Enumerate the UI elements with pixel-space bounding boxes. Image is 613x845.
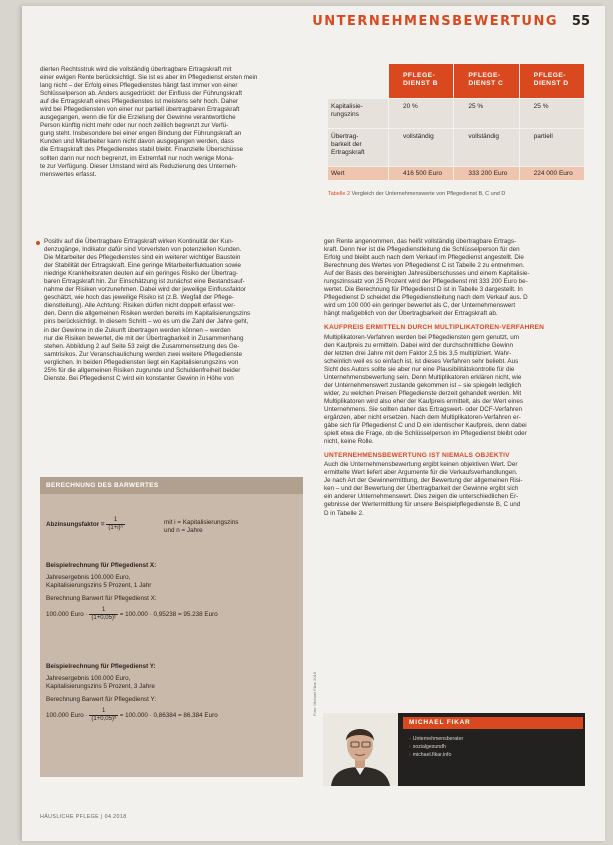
example-x xyxy=(46,562,218,622)
text-line: ken – und der Bewertung der Übertragbarkeit der Gewinne ergibt sich xyxy=(324,485,519,493)
right-paragraph-1 xyxy=(324,238,586,318)
table-row-total xyxy=(328,166,584,180)
text-line: kraft. Denn hier ist die Pflegedienstleitung die Schlüsselperson für den xyxy=(324,246,520,254)
text-line: Unternehmensbewertung sein. Denn Multiplikatoren erklären nicht, wie xyxy=(324,373,522,381)
author-info-line: sozialgesundh xyxy=(412,744,446,750)
arrow-icon: › xyxy=(409,744,411,750)
text-line: gung steht. Insbesondere bei einer engen Bindung der Führungskraft an xyxy=(40,130,242,138)
formula-definitions xyxy=(164,519,238,535)
text-line: Pflegedienst D scheidet die Pflegedienstleitung nach dem Verkauf aus. D xyxy=(324,294,528,302)
text-line: auf die Ertragskraft eines Pflegedienstes ist meistens sehr hoch. Daher xyxy=(40,98,239,106)
row-label: Übertrag- barkeit der Ertragskraft xyxy=(331,133,365,156)
text-line: D in Tabelle 2. xyxy=(324,509,364,517)
definition-line: mit i = Kapitalisierungszins xyxy=(164,519,239,526)
text-line: Multiplikatoren wird also eher der Kaufpreis ermittelt, als der Wert eines xyxy=(324,397,524,405)
text-line: gebnisse der Wertermittlung für unsere Beispielpflegedienste B, C und xyxy=(324,501,521,509)
example-calc: 100.000 Euro · $\frac{1}{\text{(1+0,05)¹}}$ = 100.000 · 0,95238 = 95.238 Euro xyxy=(46,607,218,621)
text-line: stehen. Abbildung 2 auf Seite 53 zeigt die Zusammensetzung des Ge- xyxy=(44,342,240,350)
table-cell: 25 % xyxy=(519,99,584,128)
left-column xyxy=(44,238,305,383)
right-paragraph-3 xyxy=(324,461,586,517)
text-line: einer ewigen Rente berücksichtigt. Sie ist es aber im Pflegedienst ersten mein xyxy=(40,74,258,82)
table-cell: 224 000 Euro xyxy=(519,167,584,180)
text-line: Berechnung des Wertes von Pflegedienst C ist Tabelle 2 zu entnehmen. xyxy=(324,262,525,270)
text-line: 25% für die allgemeinen Risiken zugrunde und Schuldenfreiheit beider xyxy=(44,366,241,374)
text-line: ausgegangen, wenn die für die Erzielung der Gewinne verantwortliche xyxy=(40,114,236,122)
author-info xyxy=(409,735,463,759)
intro-column xyxy=(40,66,305,179)
text-line: dierten Rechtsstruk wird die vollständig übertragbare Ertragskraft mit xyxy=(40,66,232,73)
section-title: UNTERNEHMENSBEWERTUNG xyxy=(312,14,558,29)
fraction: $\frac{1}{\text{(1+i)ⁿ}}$ xyxy=(108,517,123,531)
text-line: Positiv auf die Übertragbare Ertragskraft wirken Kontinuität der Kun- xyxy=(44,238,234,245)
example-line: Jahresergebnis 100.000 Euro, xyxy=(46,574,131,581)
text-line: Je nach Art der Gewinnermittlung, der Bewertung der allgemeinen Risi- xyxy=(324,477,523,485)
text-line: Dienste. Bei Pflegedienst C wird ein konstanter Gewinn in Höhe von xyxy=(44,374,234,382)
author-profile xyxy=(323,713,585,786)
example-title: Beispielrechnung für Pflegedienst X: xyxy=(46,562,157,569)
author-photo xyxy=(323,713,398,786)
example-title: Beispielrechnung für Pflegedienst Y: xyxy=(46,663,156,670)
table-header xyxy=(328,64,584,98)
text-line: der Stabilität der Ertragskraft. Eine geringe Mitarbeiterfluktuation sowie xyxy=(44,262,242,270)
text-line: nur die Risiken bewertet, die mit der Übertragbarkeit in Zusammenhang xyxy=(44,334,244,342)
table-cell: vollständig xyxy=(388,129,453,166)
text-line: samtrisikos. Zur Veranschaulichung werden zwei weitere Pflegedienste xyxy=(44,350,243,358)
text-line: den. Denn die allgemeinen Risiken werden bereits im Kapitalisierungszins xyxy=(44,310,251,318)
text-line: wertet. Die Berechnung für Pflegedienst D ist in Tabelle 3 dargestellt. In xyxy=(324,286,523,294)
table-header-cell: PFLEGE- DIENST D xyxy=(519,64,584,98)
text-line: Schlüsselperson ab. Anders ausgedrückt: der Einfluss der Führungskraft xyxy=(40,90,242,98)
text-line: niedrige Krankheitsraten deuten auf ein geringes Risiko der Übertrag- xyxy=(44,270,238,278)
text-line: ermittelte Wert liefert aber Argumente für die Verkaufsverhandlungen. xyxy=(324,469,518,477)
table-cell: 416 500 Euro xyxy=(388,167,453,180)
text-line: in der Gewinne in die Zukunft übertragen werden können – werden xyxy=(44,326,231,334)
text-line: wider, zu welchen Preisen Pflegedienste derzeit gehandelt werden. Mit xyxy=(324,389,522,397)
text-line: te zur Verfügung. Dieser Umstand wird als Reduzierung des Unterneh- xyxy=(40,162,238,170)
text-line: Auch die Unternehmensbewertung ergibt keinen objektiven Wert. Der xyxy=(324,461,518,469)
caption-text: Vergleich der Unternehmenswerte von Pflegedienst B, C und D xyxy=(351,191,506,197)
arrow-icon: › xyxy=(409,752,411,758)
text-line: spielt etwa die Frage, ob die Schlüsselperson im Pflegedienst bleibt oder xyxy=(324,430,527,438)
table-header-cell: PFLEGE- DIENST C xyxy=(453,64,518,98)
text-line: den Kaufpreis zu ermitteln. Dabei wird der durchschnittliche Gewinn xyxy=(324,341,513,349)
text-line: ein anderer Unternehmenswert. Dies zeigen die unterschiedlichen Er- xyxy=(324,493,519,501)
text-line: gen Rente angenommen, das heißt vollständig übertragbare Ertrags- xyxy=(324,238,517,245)
paragraph-bullet-icon xyxy=(36,241,40,245)
text-line: Multiplikatoren-Verfahren werden bei Pflegediensten gern genutzt, um xyxy=(324,333,519,341)
table-cell: 333 200 Euro xyxy=(453,167,518,180)
example-y xyxy=(46,663,218,723)
text-line: Kunden und Mitarbeiter kann nicht davon ausgegangen werden, dass xyxy=(40,138,234,146)
page-footer: HÄUSLICHE PFLEGE | 04.2018 xyxy=(40,814,127,820)
example-line: Kapitalisierungszins 5 Prozent, 3 Jahre xyxy=(46,683,155,690)
example-line: Jahresergebnis 100.000 Euro, xyxy=(46,675,131,682)
table-row xyxy=(328,128,584,166)
text-line: hängt maßgeblich von der Übertragbarkeit der Ertragskraft ab. xyxy=(324,310,498,318)
abzins-formula xyxy=(46,517,125,532)
comparison-table xyxy=(328,64,584,180)
text-line: die Ertragskraft des Pflegedienstes stabil bleibt. Finanzielle Überschüsse xyxy=(40,146,244,154)
text-line: lang nicht – der Erfolg eines Pflegedienstes hängt fast immer von einer xyxy=(40,82,238,90)
box-title: BERECHNUNG DES BARWERTES xyxy=(40,477,303,494)
text-line: rungszinssatz von 25 Prozent wird der Pflegedienst mit 333 200 Euro be- xyxy=(324,278,528,286)
text-line: Die Mitarbeiter des Pflegedienstes sind ein weiterer wichtiger Baustein xyxy=(44,254,241,262)
text-line: der Unternehmenswert zustande gekommen ist – sie spiegeln lediglich xyxy=(324,381,522,389)
example-line: Kapitalisierungszins 5 Prozent, 1 Jahr xyxy=(46,582,152,589)
table-row xyxy=(328,98,584,128)
text-line: Erfolg und bleibt auch nach dem Verkauf im Pflegedienst angestellt. Die xyxy=(324,254,524,262)
text-line: nicht, keine Rolle. xyxy=(324,438,374,446)
table-header-cell: PFLEGE- DIENST B xyxy=(388,64,453,98)
page-number: 55 xyxy=(571,14,590,29)
table-cell: partiell xyxy=(519,129,584,166)
text-line: wird bei Pflegediensten von einer nur partiell übertragbaren Ertragskraft xyxy=(40,106,240,114)
table-cell: vollständig xyxy=(453,129,518,166)
text-line: menswertes erfasst. xyxy=(40,170,97,178)
text-line: ergänzen, aber nicht ersetzen. Nach dem Multiplikatoren-Verfahren er- xyxy=(324,413,521,421)
right-column xyxy=(324,238,586,518)
text-line: Sicht des Autors sollte sie aber nur eine Plausibilitätskontrolle für die xyxy=(324,365,515,373)
text-line: dienstleitung). Alle Achtung: Risiken dürfen nicht doppelt erfasst wer- xyxy=(44,302,236,310)
abzins-label: Abzinsungsfaktor = xyxy=(46,521,105,529)
text-line: Unternehmens. Sie sollten daher das Ertragswert- oder DCF-Verfahren xyxy=(324,405,523,413)
text-line: Auf der Basis des bereinigten Jahresüberschusses und einem Kapitalisie- xyxy=(324,270,530,278)
text-line: Person künftig nicht mehr oder nur noch zeitlich begrenzt zur Verfü- xyxy=(40,122,229,130)
arrow-icon: › xyxy=(409,736,411,742)
subheading-multiplikatoren: KAUFPREIS ERMITTELN DURCH MULTIPLIKATOREN-VERFAHREN xyxy=(324,324,545,332)
text-line: pins berücksichtigt. In diesem Schritt – wo es um die Zahl der Jahre geht, xyxy=(44,318,249,326)
text-line: baren Ertragskraft hin. Zur Einschätzung ist zunächst eine Bestandsauf- xyxy=(44,278,245,286)
table-cell: 25 % xyxy=(453,99,518,128)
caption-mark: Tabelle 2 xyxy=(328,191,351,197)
example-calc: 100.000 Euro · $\frac{1}{\text{(1+0,05)³}}$ = 100.000 · 0,86384 = 86.384 Euro xyxy=(46,708,218,722)
definition-line: und n = Jahre xyxy=(164,527,203,534)
text-line: nahme der Risiken vorzunehmen. Dabei wird der jeweilige Einflussfaktor xyxy=(44,286,246,294)
right-paragraph-2 xyxy=(324,334,586,447)
text-line: wird um 100 000 ein geringer bewertet als C, der Unternehmenswert xyxy=(324,302,516,310)
author-info-line: michael.fikar.info xyxy=(412,752,452,758)
page-header xyxy=(310,14,590,34)
example-calc-label: Berechnung Barwert für Pflegedienst Y: xyxy=(46,696,157,703)
row-label: Kapitalisie- rungszins xyxy=(331,103,363,118)
text-line: scheinlich weil es so einfach ist, ist dieses Verfahren sehr beliebt. Aus xyxy=(324,357,519,365)
text-line: verglichen. In beiden Pflegediensten liegt ein Kapitalisierungszins von xyxy=(44,358,239,366)
text-line: der letzten drei Jahre mit dem Faktor 2,5 bis 3,5 multipliziert. Wahr- xyxy=(324,349,512,357)
text-line: denzugänge, Indikator dafür sind Vorverlsten von potenziellen Kunden. xyxy=(44,246,242,254)
subheading-objektiv: UNTERNEHMENSBEWERTUNG IST NIEMALS OBJEKTIV xyxy=(324,452,510,460)
example-calc-label: Berechnung Barwert für Pflegedienst X: xyxy=(46,595,157,602)
table-cell: 20 % xyxy=(388,99,453,128)
table-caption xyxy=(328,191,505,197)
text-line: gäbe sich für Pflegedienst C und D ein identischer Kaufpreis, denn dabei xyxy=(324,422,527,430)
barwert-box xyxy=(40,477,303,777)
text-line: geschätzt, wie hoch das jeweilige Risiko ist (z.B. Wegfall der Pflege- xyxy=(44,294,234,302)
row-label: Wert xyxy=(331,170,345,177)
author-info-line: Unternehmensberater xyxy=(412,736,464,742)
author-name: MICHAEL FIKAR xyxy=(403,717,583,729)
text-line: sollten dann nur noch begrenzt, im Extremfall nur noch wenige Mona- xyxy=(40,154,234,162)
photo-credit: Foto: Michael Fikar 2018 xyxy=(312,671,317,716)
